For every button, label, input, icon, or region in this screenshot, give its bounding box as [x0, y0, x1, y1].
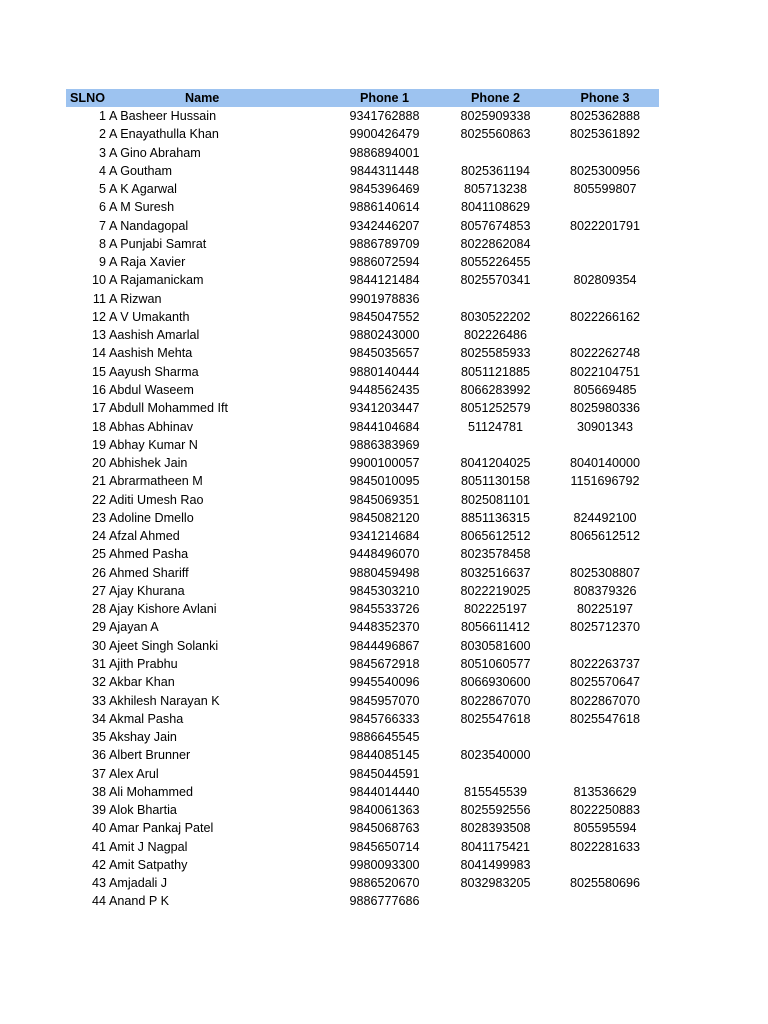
table-row — [66, 710, 659, 728]
cell-name: Adoline Dmello — [109, 510, 194, 525]
cell-phone1: 9840061363 — [349, 803, 420, 818]
cell-phone3: 802809354 — [573, 273, 637, 288]
cell-slno: 17 — [91, 401, 106, 416]
table-row — [66, 765, 659, 783]
table-header-row — [66, 89, 659, 107]
cell-name: Abdul Waseem — [109, 382, 194, 397]
cell-phone2 — [440, 892, 551, 910]
table-row — [66, 162, 659, 180]
cell-phone3: 8022266162 — [569, 309, 641, 324]
cell-phone1: 9886383969 — [349, 437, 420, 452]
cell-phone2: 8051130158 — [460, 474, 531, 489]
table-row — [66, 418, 659, 436]
cell-phone2: 8041499983 — [460, 857, 531, 872]
cell-phone1: 9886777686 — [349, 894, 420, 909]
cell-phone2: 8023578458 — [460, 547, 531, 562]
cell-name: Aashish Mehta — [109, 346, 193, 361]
cell-name: A Rizwan — [109, 291, 162, 306]
column-header-slno: SLNO — [70, 91, 105, 105]
cell-name: Amit J Nagpal — [109, 839, 188, 854]
cell-phone3: 80225197 — [576, 602, 634, 617]
table-row — [66, 856, 659, 874]
cell-phone1: 9880243000 — [349, 328, 420, 343]
cell-name: Abdull Mohammed Ift — [109, 401, 228, 416]
cell-phone2 — [440, 436, 551, 454]
cell-slno: 19 — [91, 437, 106, 452]
cell-phone3: 8025361892 — [569, 127, 641, 142]
cell-phone3 — [551, 545, 659, 563]
cell-phone1: 9845650714 — [349, 839, 420, 854]
cell-slno: 20 — [91, 456, 106, 471]
cell-phone1: 9900426479 — [349, 127, 420, 142]
cell-phone2: 8056611412 — [460, 620, 531, 635]
cell-slno: 39 — [91, 803, 106, 818]
cell-phone2: 802226486 — [463, 328, 528, 343]
cell-name: Amjadali J — [109, 876, 168, 891]
table-row — [66, 107, 659, 125]
cell-phone1: 9844085145 — [349, 748, 420, 763]
cell-phone1: 9845047552 — [349, 309, 420, 324]
cell-slno: 32 — [91, 675, 106, 690]
cell-name: Aashish Amarlal — [109, 328, 200, 343]
table-row — [66, 564, 659, 582]
contact-table — [66, 89, 659, 911]
cell-phone1: 9980093300 — [349, 857, 420, 872]
cell-slno: 43 — [91, 876, 106, 891]
table-row — [66, 491, 659, 509]
cell-slno: 30 — [91, 638, 106, 653]
cell-name: Akhilesh Narayan K — [109, 693, 220, 708]
table-row — [66, 874, 659, 892]
table-row — [66, 746, 659, 764]
cell-phone1: 9886140614 — [349, 200, 420, 215]
table-row — [66, 673, 659, 691]
cell-slno: 34 — [91, 711, 106, 726]
cell-slno: 31 — [91, 656, 106, 671]
cell-name: Ajay Kishore Avlani — [109, 602, 217, 617]
cell-phone3: 8022250883 — [569, 803, 641, 818]
cell-name: A Rajamanickam — [109, 273, 204, 288]
cell-phone1: 9448352370 — [349, 620, 420, 635]
cell-name: Amit Satpathy — [109, 857, 188, 872]
table-row — [66, 692, 659, 710]
cell-phone1: 9900100057 — [349, 456, 420, 471]
cell-slno: 28 — [91, 602, 106, 617]
cell-name: A Basheer Hussain — [109, 109, 217, 123]
cell-phone3 — [551, 198, 659, 216]
cell-phone1: 9901978836 — [349, 291, 420, 306]
cell-phone3 — [551, 728, 659, 746]
cell-phone3: 8022263737 — [569, 656, 641, 671]
cell-name: Abhay Kumar N — [109, 437, 198, 452]
cell-slno: 10 — [91, 273, 106, 288]
cell-slno: 24 — [91, 529, 106, 544]
cell-phone3: 805595594 — [573, 821, 637, 836]
column-header-phone1: Phone 1 — [360, 91, 409, 105]
cell-name: A Punjabi Samrat — [109, 236, 207, 251]
table-row — [66, 436, 659, 454]
cell-name: Alok Bhartia — [109, 803, 177, 818]
cell-phone3: 805669485 — [573, 382, 637, 397]
cell-phone1: 9845082120 — [349, 510, 420, 525]
cell-slno: 7 — [98, 218, 106, 233]
cell-phone3 — [551, 856, 659, 874]
cell-phone1: 9341762888 — [349, 109, 420, 123]
table-row — [66, 125, 659, 143]
table-row — [66, 472, 659, 490]
cell-phone1: 9886789709 — [349, 236, 420, 251]
cell-phone1: 9880140444 — [349, 364, 420, 379]
cell-slno: 13 — [91, 328, 106, 343]
table-row — [66, 217, 659, 235]
cell-phone2: 8041108629 — [460, 200, 531, 215]
cell-phone2: 8066930600 — [460, 675, 531, 690]
cell-phone2: 8025585933 — [460, 346, 531, 361]
cell-phone1: 9845396469 — [349, 182, 420, 197]
cell-phone3: 8022281633 — [569, 839, 641, 854]
cell-phone2: 8041175421 — [460, 839, 531, 854]
cell-phone3: 8040140000 — [569, 456, 641, 471]
cell-phone1: 9341214684 — [349, 529, 420, 544]
cell-phone3 — [551, 637, 659, 655]
cell-phone2: 8025909338 — [460, 109, 531, 123]
cell-name: Afzal Ahmed — [109, 529, 180, 544]
cell-slno: 25 — [91, 547, 106, 562]
table-row — [66, 838, 659, 856]
cell-phone2 — [440, 144, 551, 162]
cell-slno: 42 — [91, 857, 106, 872]
cell-phone3: 824492100 — [573, 510, 637, 525]
cell-phone2: 8851136315 — [460, 510, 531, 525]
cell-phone2: 805713238 — [463, 182, 528, 197]
cell-phone3 — [551, 746, 659, 764]
column-header-phone2: Phone 2 — [471, 91, 520, 105]
cell-slno: 4 — [98, 163, 106, 178]
cell-phone3: 8025308807 — [569, 565, 641, 580]
cell-phone3: 30901343 — [576, 419, 634, 434]
cell-phone2: 8032516637 — [460, 565, 531, 580]
cell-phone3: 8025300956 — [569, 163, 641, 178]
cell-phone1: 9844104684 — [349, 419, 420, 434]
cell-phone3 — [551, 436, 659, 454]
cell-phone2: 8025560863 — [460, 127, 531, 142]
cell-name: Ali Mohammed — [109, 784, 193, 799]
cell-phone1: 9845957070 — [349, 693, 420, 708]
table-row — [66, 253, 659, 271]
table-row — [66, 344, 659, 362]
cell-slno: 1 — [98, 109, 106, 123]
cell-slno: 5 — [98, 182, 106, 197]
cell-phone1: 9448562435 — [349, 382, 420, 397]
cell-phone3: 8022867070 — [569, 693, 641, 708]
cell-slno: 2 — [98, 127, 106, 142]
cell-name: A Gino Abraham — [109, 145, 201, 160]
cell-phone3: 8022262748 — [569, 346, 641, 361]
cell-phone1: 9886645545 — [349, 730, 420, 745]
cell-phone1: 9342446207 — [349, 218, 420, 233]
cell-slno: 6 — [98, 200, 106, 215]
table-row — [66, 509, 659, 527]
cell-phone1: 9844311448 — [349, 163, 420, 178]
cell-slno: 40 — [91, 821, 106, 836]
table-row — [66, 600, 659, 618]
cell-name: A Raja Xavier — [109, 255, 186, 270]
table-row — [66, 819, 659, 837]
table-row — [66, 801, 659, 819]
table-row — [66, 783, 659, 801]
cell-phone2: 8022867070 — [460, 693, 531, 708]
cell-phone3: 8025362888 — [569, 109, 641, 123]
table-row — [66, 454, 659, 472]
cell-phone3: 8025712370 — [569, 620, 641, 635]
cell-slno: 16 — [91, 382, 106, 397]
cell-phone3 — [551, 253, 659, 271]
cell-phone3: 808379326 — [573, 583, 637, 598]
cell-phone1: 9886072594 — [349, 255, 420, 270]
cell-phone1: 9844121484 — [349, 273, 420, 288]
cell-phone2: 8051060577 — [460, 656, 531, 671]
cell-slno: 29 — [91, 620, 106, 635]
cell-phone2: 8022862084 — [460, 236, 531, 251]
cell-name: Ahmed Pasha — [109, 547, 189, 562]
cell-phone3 — [551, 235, 659, 253]
cell-phone1: 9945540096 — [349, 675, 420, 690]
cell-phone1: 9845303210 — [349, 583, 420, 598]
cell-phone1: 9845533726 — [349, 602, 420, 617]
cell-name: A Nandagopal — [109, 218, 189, 233]
cell-phone2: 8030581600 — [460, 638, 531, 653]
cell-phone2: 8028393508 — [460, 821, 531, 836]
cell-phone1: 9886520670 — [349, 876, 420, 891]
cell-phone3: 8025580696 — [569, 876, 641, 891]
cell-name: Akshay Jain — [109, 730, 177, 745]
cell-name: Abhishek Jain — [109, 456, 188, 471]
cell-phone2: 8066283992 — [460, 382, 531, 397]
cell-phone2: 8025592556 — [460, 803, 531, 818]
cell-phone2: 8055226455 — [460, 255, 531, 270]
cell-name: Alex Arul — [109, 766, 159, 781]
cell-slno: 33 — [91, 693, 106, 708]
column-header-phone3: Phone 3 — [580, 91, 630, 105]
cell-name: Akmal Pasha — [109, 711, 184, 726]
cell-slno: 37 — [91, 766, 106, 781]
cell-name: Akbar Khan — [109, 675, 175, 690]
cell-phone2: 51124781 — [467, 419, 524, 434]
table-row — [66, 892, 659, 910]
cell-phone1: 9845672918 — [349, 656, 420, 671]
table-row — [66, 381, 659, 399]
cell-name: Ajith Prabhu — [109, 656, 178, 671]
cell-slno: 11 — [92, 291, 106, 306]
table-row — [66, 180, 659, 198]
cell-phone3: 8022104751 — [569, 364, 641, 379]
cell-slno: 41 — [91, 839, 106, 854]
cell-name: Ajay Khurana — [109, 583, 185, 598]
table-row — [66, 326, 659, 344]
cell-slno: 38 — [91, 784, 106, 799]
cell-phone2: 815545539 — [463, 784, 528, 799]
table-row — [66, 144, 659, 162]
column-header-name: Name — [185, 91, 220, 105]
cell-phone2: 8030522202 — [460, 309, 531, 324]
cell-slno: 14 — [91, 346, 106, 361]
cell-phone1: 9448496070 — [349, 547, 420, 562]
cell-slno: 26 — [91, 565, 106, 580]
cell-name: Abrarmatheen M — [109, 474, 203, 489]
cell-phone3: 8025570647 — [569, 675, 641, 690]
table-row — [66, 728, 659, 746]
cell-slno: 36 — [91, 748, 106, 763]
table-row — [66, 637, 659, 655]
cell-name: Aditi Umesh Rao — [109, 492, 204, 507]
table-row — [66, 308, 659, 326]
cell-slno: 9 — [98, 255, 106, 270]
cell-phone2: 8051121885 — [460, 364, 531, 379]
cell-name: A Goutham — [109, 163, 173, 178]
cell-phone2 — [440, 290, 551, 308]
table-row — [66, 235, 659, 253]
table-row — [66, 271, 659, 289]
cell-phone1: 9844014440 — [349, 784, 420, 799]
cell-phone3 — [551, 892, 659, 910]
cell-phone2: 8057674853 — [460, 218, 531, 233]
cell-phone2: 8025081101 — [460, 492, 531, 507]
cell-phone2: 8025547618 — [460, 711, 531, 726]
cell-phone1: 9844496867 — [349, 638, 420, 653]
cell-name: A V Umakanth — [109, 309, 190, 324]
cell-phone3 — [551, 765, 659, 783]
cell-phone3 — [551, 326, 659, 344]
cell-name: A K Agarwal — [109, 182, 177, 197]
cell-phone1: 9845069351 — [349, 492, 420, 507]
cell-phone3: 1151696792 — [570, 474, 640, 489]
cell-name: A M Suresh — [109, 200, 175, 215]
cell-phone2: 8022219025 — [460, 583, 531, 598]
cell-name: Ajeet Singh Solanki — [109, 638, 219, 653]
cell-phone1: 9886894001 — [349, 145, 420, 160]
cell-name: A Enayathulla Khan — [109, 127, 219, 142]
cell-phone1: 9845068763 — [349, 821, 420, 836]
table-row — [66, 198, 659, 216]
cell-name: Aayush Sharma — [109, 364, 199, 379]
cell-slno: 15 — [91, 364, 106, 379]
cell-phone2 — [440, 765, 551, 783]
table-row — [66, 399, 659, 417]
cell-phone3 — [551, 290, 659, 308]
cell-slno: 23 — [91, 510, 106, 525]
cell-phone2: 8041204025 — [460, 456, 531, 471]
table-row — [66, 363, 659, 381]
cell-phone1: 9845010095 — [349, 474, 420, 489]
cell-slno: 21 — [91, 474, 106, 489]
cell-slno: 18 — [91, 419, 106, 434]
table-row — [66, 618, 659, 636]
cell-phone3: 8025980336 — [569, 401, 641, 416]
table-row — [66, 290, 659, 308]
table-row — [66, 655, 659, 673]
cell-phone3: 8065612512 — [569, 529, 641, 544]
cell-slno: 44 — [91, 894, 106, 909]
cell-name: Abhas Abhinav — [109, 419, 194, 434]
cell-phone1: 9880459498 — [349, 565, 420, 580]
cell-slno: 12 — [91, 309, 106, 324]
cell-phone3: 805599807 — [573, 182, 637, 197]
cell-phone1: 9845035657 — [349, 346, 420, 361]
table-body — [66, 107, 659, 911]
cell-phone3: 8022201791 — [569, 218, 641, 233]
table-row — [66, 582, 659, 600]
cell-slno: 22 — [91, 492, 106, 507]
cell-phone2: 8025361194 — [460, 163, 531, 178]
cell-phone2 — [440, 728, 551, 746]
cell-name: Ahmed Shariff — [109, 565, 189, 580]
cell-phone1: 9845766333 — [349, 711, 420, 726]
cell-slno: 35 — [91, 730, 106, 745]
cell-name: Ajayan A — [109, 620, 159, 635]
table-row — [66, 545, 659, 563]
cell-phone3 — [551, 144, 659, 162]
cell-phone3 — [551, 491, 659, 509]
cell-name: Albert Brunner — [109, 748, 191, 763]
cell-name: Anand P K — [109, 894, 169, 909]
cell-phone2: 8032983205 — [460, 876, 531, 891]
cell-phone2: 802225197 — [463, 602, 528, 617]
cell-phone1: 9341203447 — [349, 401, 420, 416]
cell-slno: 27 — [91, 583, 106, 598]
cell-phone3: 813536629 — [573, 784, 637, 799]
cell-phone3: 8025547618 — [569, 711, 641, 726]
cell-phone1: 9845044591 — [349, 766, 420, 781]
cell-phone2: 8023540000 — [460, 748, 531, 763]
cell-phone2: 8065612512 — [460, 529, 531, 544]
cell-phone2: 8025570341 — [460, 273, 531, 288]
cell-name: Amar Pankaj Patel — [109, 821, 214, 836]
cell-slno: 8 — [98, 236, 106, 251]
cell-slno: 3 — [98, 145, 106, 160]
cell-phone2: 8051252579 — [460, 401, 531, 416]
table-row — [66, 527, 659, 545]
